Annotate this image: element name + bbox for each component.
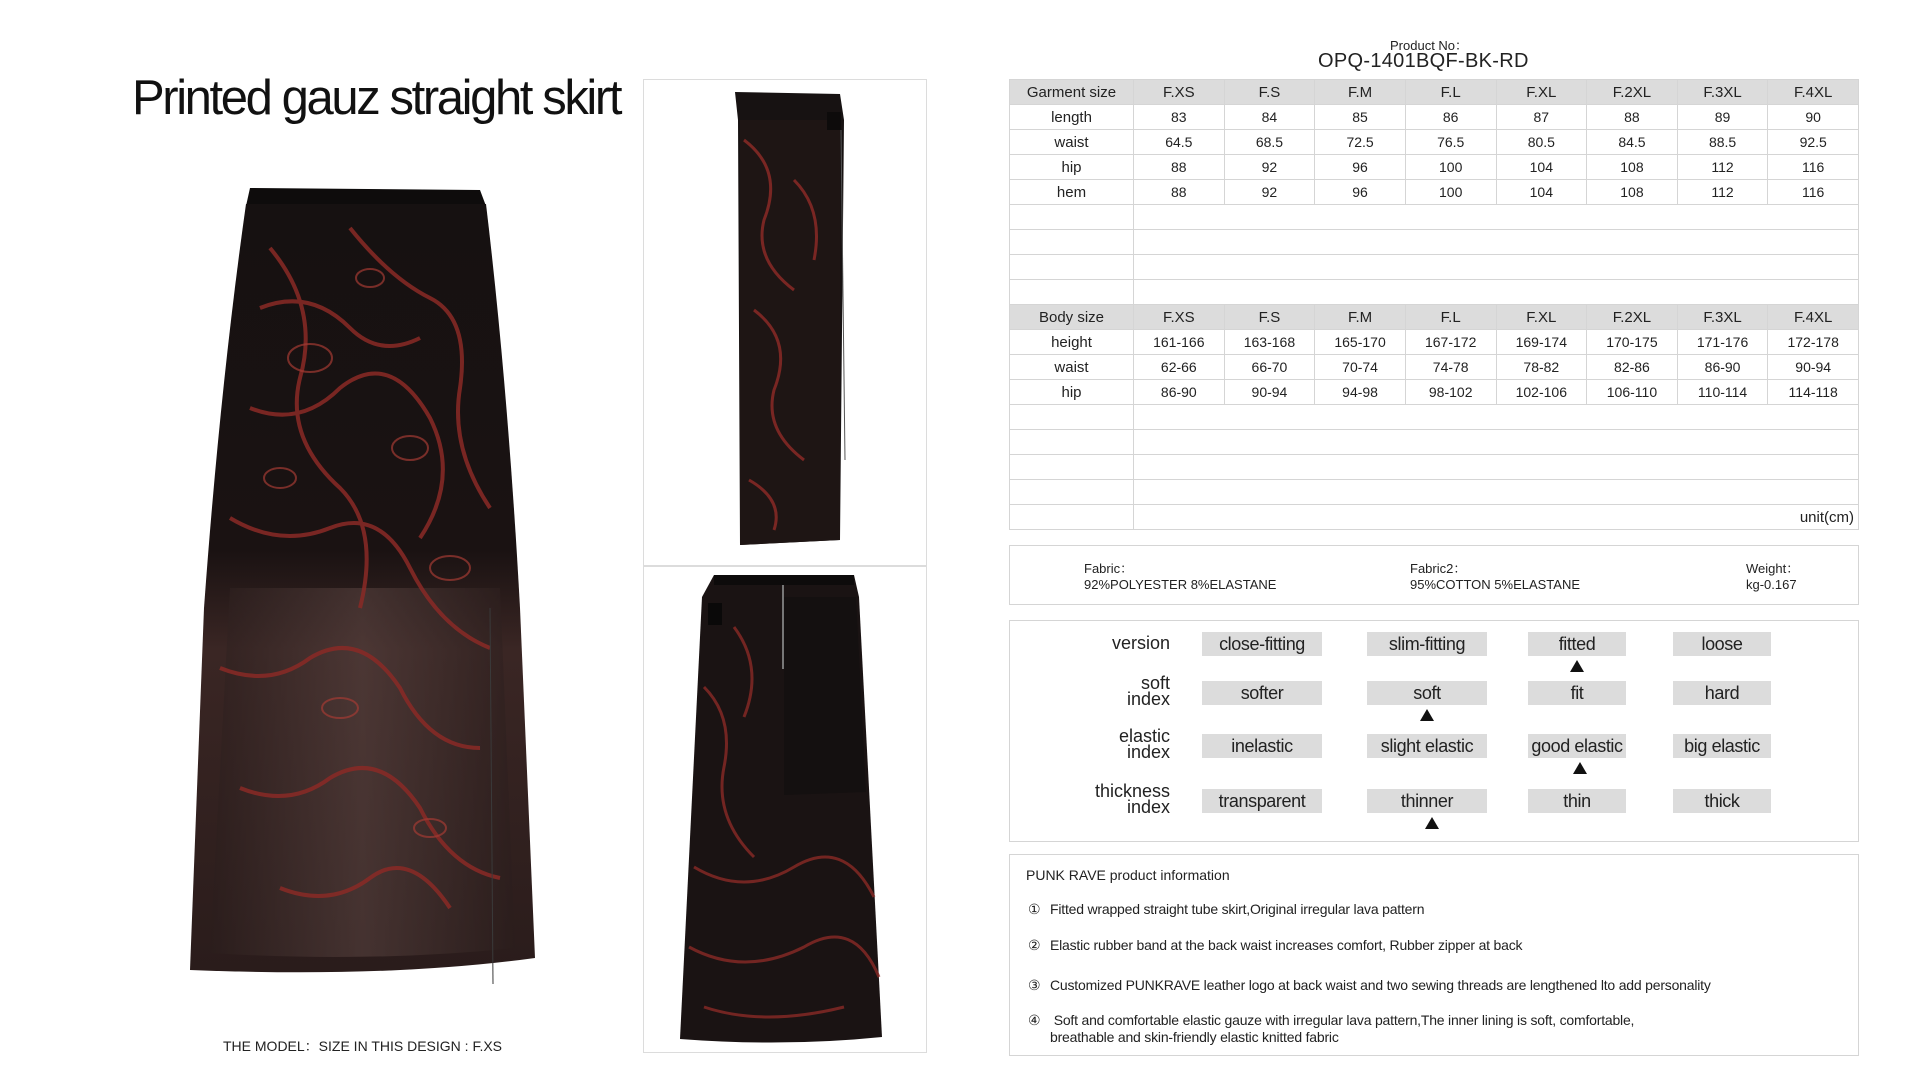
table-cell: 110-114: [1677, 380, 1768, 405]
table-cell: F.M: [1315, 305, 1406, 330]
info-item-continuation: breathable and skin-friendly elastic knitted fabric: [1050, 1029, 1339, 1045]
weight-label: Weight：: [1746, 561, 1800, 576]
table-cell: 104: [1496, 180, 1587, 205]
table-cell: 66-70: [1224, 355, 1315, 380]
selected-marker-icon: [1570, 660, 1584, 672]
table-cell: hip: [1010, 380, 1134, 405]
table-cell: 90-94: [1768, 355, 1859, 380]
info-item: [1028, 901, 1424, 918]
table-cell: 108: [1587, 180, 1678, 205]
table-cell: 88.5: [1677, 130, 1768, 155]
table-cell: 112: [1677, 155, 1768, 180]
table-cell: 84.5: [1587, 130, 1678, 155]
table-cell: 86-90: [1134, 380, 1225, 405]
table-cell: 86: [1405, 105, 1496, 130]
skirt-front-image: [190, 188, 545, 984]
table-cell: Garment size: [1010, 80, 1134, 105]
table-cell: 88: [1134, 180, 1225, 205]
table-cell: 92: [1224, 155, 1315, 180]
info-item-text: Customized PUNKRAVE leather logo at back waist and two sewing threads are lengthened lto add personality: [1050, 977, 1711, 993]
table-cell: 167-172: [1405, 330, 1496, 355]
table-cell: [1010, 480, 1134, 505]
table-cell: 88: [1134, 155, 1225, 180]
table-cell: [1134, 205, 1859, 230]
empty-row: [1010, 480, 1859, 505]
body-size-header-row: [1010, 305, 1859, 330]
attr-label-line: soft: [1140, 673, 1170, 693]
table-cell: [1010, 205, 1134, 230]
table-cell: 108: [1587, 155, 1678, 180]
table-cell: 98-102: [1405, 380, 1496, 405]
table-cell: 90: [1768, 105, 1859, 130]
table-cell: F.M: [1315, 80, 1406, 105]
table-cell: 70-74: [1315, 355, 1406, 380]
fabric-info-box: [1009, 545, 1859, 605]
table-cell: [1134, 480, 1859, 505]
table-cell: [1010, 405, 1134, 430]
table-cell: F.XL: [1496, 305, 1587, 330]
info-item-number: ④: [1028, 1012, 1041, 1028]
table-cell: waist: [1010, 355, 1134, 380]
unit-label: unit(cm): [1134, 505, 1859, 530]
table-cell: 171-176: [1677, 330, 1768, 355]
table-cell: F.4XL: [1768, 305, 1859, 330]
info-item-number: ③: [1028, 977, 1041, 993]
attr-option: inelastic: [1202, 734, 1322, 758]
table-cell: 96: [1315, 155, 1406, 180]
table-row: [1010, 330, 1859, 355]
product-info-box: [1009, 854, 1859, 1056]
table-cell: [1010, 230, 1134, 255]
table-row: [1010, 355, 1859, 380]
table-cell: F.XL: [1496, 80, 1587, 105]
attr-option: loose: [1673, 632, 1771, 656]
info-title: PUNK RAVE product information: [1026, 867, 1230, 883]
attr-label-line: index: [1126, 797, 1170, 817]
empty-row: [1010, 255, 1859, 280]
table-cell: 116: [1768, 180, 1859, 205]
table-cell: 64.5: [1134, 130, 1225, 155]
attr-option: hard: [1673, 681, 1771, 705]
weight-value: kg-0.167: [1746, 577, 1797, 592]
attr-label-line: index: [1126, 689, 1170, 709]
attr-option: thin: [1528, 789, 1626, 813]
table-cell: [1134, 255, 1859, 280]
table-cell: 102-106: [1496, 380, 1587, 405]
table-cell: 84: [1224, 105, 1315, 130]
table-cell: F.2XL: [1587, 305, 1678, 330]
fabric1: [1084, 561, 1276, 593]
fabric2-value: 95%COTTON 5%ELASTANE: [1410, 577, 1581, 592]
table-cell: 72.5: [1315, 130, 1406, 155]
table-cell: 161-166: [1134, 330, 1225, 355]
table-cell: 88: [1587, 105, 1678, 130]
attr-option: good elastic: [1528, 734, 1626, 758]
attr-label-soft-index: [1040, 675, 1170, 707]
table-row: [1010, 380, 1859, 405]
info-item: [1028, 977, 1711, 994]
attr-option: big elastic: [1673, 734, 1771, 758]
empty-row: [1010, 280, 1859, 305]
table-cell: hem: [1010, 180, 1134, 205]
attr-label-line: elastic: [1118, 726, 1170, 746]
table-cell: 106-110: [1587, 380, 1678, 405]
table-cell: [1134, 430, 1859, 455]
attr-label-version: [1040, 635, 1170, 651]
table-cell: 112: [1677, 180, 1768, 205]
table-cell: 80.5: [1496, 130, 1587, 155]
table-cell: waist: [1010, 130, 1134, 155]
table-cell: F.4XL: [1768, 80, 1859, 105]
fit-attributes-box: [1009, 620, 1859, 842]
empty-row: [1010, 430, 1859, 455]
attr-option: slight elastic: [1367, 734, 1487, 758]
info-item-number: ②: [1028, 937, 1041, 953]
info-item-number: ①: [1028, 901, 1041, 917]
attr-option: fit: [1528, 681, 1626, 705]
table-cell: [1134, 280, 1859, 305]
table-row: [1010, 180, 1859, 205]
attr-label-line: thickness: [1094, 781, 1170, 801]
table-cell: [1010, 505, 1134, 530]
fabric2: [1410, 561, 1580, 593]
table-cell: height: [1010, 330, 1134, 355]
info-item: [1028, 937, 1522, 954]
table-cell: 96: [1315, 180, 1406, 205]
table-cell: 92.5: [1768, 130, 1859, 155]
attr-option: thick: [1673, 789, 1771, 813]
attr-option: soft: [1367, 681, 1487, 705]
table-cell: 87: [1496, 105, 1587, 130]
table-cell: F.S: [1224, 80, 1315, 105]
attr-label-line: version: [1111, 633, 1170, 653]
product-no-label: Product No：: [1390, 38, 1469, 53]
fabric2-label: Fabric2：: [1410, 561, 1467, 576]
table-cell: Body size: [1010, 305, 1134, 330]
table-cell: [1134, 230, 1859, 255]
table-cell: 85: [1315, 105, 1406, 130]
table-cell: 86-90: [1677, 355, 1768, 380]
table-cell: [1010, 430, 1134, 455]
table-cell: 83: [1134, 105, 1225, 130]
table-cell: 172-178: [1768, 330, 1859, 355]
table-cell: F.XS: [1134, 305, 1225, 330]
table-cell: 100: [1405, 180, 1496, 205]
table-cell: 100: [1405, 155, 1496, 180]
fabric1-value: 92%POLYESTER 8%ELASTANE: [1084, 577, 1277, 592]
selected-marker-icon: [1573, 762, 1587, 774]
info-item-text: Soft and comfortable elastic gauze with irregular lava pattern,The inner lining is soft, comfortable,: [1050, 1012, 1635, 1028]
table-cell: 82-86: [1587, 355, 1678, 380]
attr-option: close-fitting: [1202, 632, 1322, 656]
table-cell: F.L: [1405, 80, 1496, 105]
table-cell: length: [1010, 105, 1134, 130]
table-cell: 165-170: [1315, 330, 1406, 355]
table-cell: [1134, 455, 1859, 480]
table-cell: 68.5: [1224, 130, 1315, 155]
table-cell: 74-78: [1405, 355, 1496, 380]
info-item-text: Elastic rubber band at the back waist increases comfort, Rubber zipper at back: [1050, 937, 1523, 953]
attr-option: fitted: [1528, 632, 1626, 656]
table-cell: F.L: [1405, 305, 1496, 330]
table-cell: [1010, 255, 1134, 280]
table-cell: F.2XL: [1587, 80, 1678, 105]
garment-size-header-row: [1010, 80, 1859, 105]
table-cell: F.3XL: [1677, 305, 1768, 330]
empty-row: [1010, 405, 1859, 430]
table-cell: 104: [1496, 155, 1587, 180]
table-cell: 89: [1677, 105, 1768, 130]
table-cell: [1010, 455, 1134, 480]
attr-option: softer: [1202, 681, 1322, 705]
skirt-side-image: [644, 80, 928, 567]
attr-label-line: index: [1126, 742, 1170, 762]
attr-option: slim-fitting: [1367, 632, 1487, 656]
table-cell: F.S: [1224, 305, 1315, 330]
table-row: [1010, 130, 1859, 155]
table-cell: F.3XL: [1677, 80, 1768, 105]
fabric1-label: Fabric：: [1084, 561, 1134, 576]
table-cell: 90-94: [1224, 380, 1315, 405]
info-item: [1028, 1012, 1634, 1046]
back-view-frame: [643, 566, 927, 1053]
table-cell: F.XS: [1134, 80, 1225, 105]
table-cell: 76.5: [1405, 130, 1496, 155]
info-item-text: Fitted wrapped straight tube skirt,Original irregular lava pattern: [1050, 901, 1425, 917]
table-cell: [1010, 280, 1134, 305]
size-chart-table: [1009, 79, 1859, 530]
selected-marker-icon: [1425, 817, 1439, 829]
weight: [1746, 561, 1799, 593]
attr-label-elastic-index: [1040, 728, 1170, 760]
table-cell: 116: [1768, 155, 1859, 180]
model-size-note: THE MODEL：SIZE IN THIS DESIGN : F.XS: [223, 1038, 503, 1054]
table-cell: 78-82: [1496, 355, 1587, 380]
table-cell: 62-66: [1134, 355, 1225, 380]
product-no: OPQ-1401BQF-BK-RD: [1318, 50, 1529, 72]
table-row: [1010, 155, 1859, 180]
skirt-back-image: [644, 567, 928, 1054]
table-cell: 92: [1224, 180, 1315, 205]
empty-row: [1010, 230, 1859, 255]
table-cell: 114-118: [1768, 380, 1859, 405]
attr-option: thinner: [1367, 789, 1487, 813]
selected-marker-icon: [1420, 709, 1434, 721]
table-row: [1010, 105, 1859, 130]
empty-row: [1010, 455, 1859, 480]
table-cell: hip: [1010, 155, 1134, 180]
unit-row: [1010, 505, 1859, 530]
attr-label-thickness-index: [1040, 783, 1170, 815]
table-cell: 94-98: [1315, 380, 1406, 405]
empty-row: [1010, 205, 1859, 230]
side-view-frame: [643, 79, 927, 566]
table-cell: 169-174: [1496, 330, 1587, 355]
table-cell: [1134, 405, 1859, 430]
table-cell: 170-175: [1587, 330, 1678, 355]
attr-option: transparent: [1202, 789, 1322, 813]
product-title: Printed gauz straight skirt: [132, 71, 621, 125]
table-cell: 163-168: [1224, 330, 1315, 355]
